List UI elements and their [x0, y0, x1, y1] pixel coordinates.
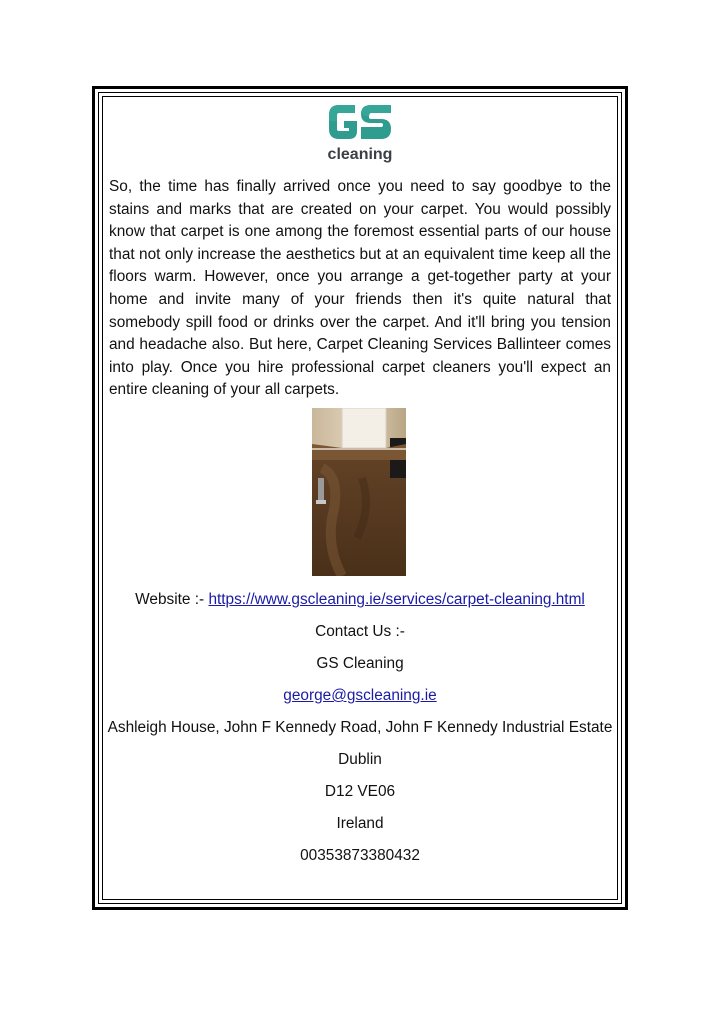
contact-heading: Contact Us :-	[315, 623, 405, 640]
carpet-photo-illustration	[312, 408, 406, 576]
address-line: Ashleigh House, John F Kennedy Road, John F Kennedy Industrial Estate	[107, 719, 613, 736]
country: Ireland	[336, 815, 384, 832]
website-line	[97, 590, 623, 610]
carpet-photo	[312, 408, 406, 576]
website-label: Website :-	[135, 591, 209, 608]
phone-number: 00353873380432	[300, 847, 420, 864]
gs-cleaning-logo	[325, 99, 395, 165]
logo-wordmark: cleaning	[327, 146, 393, 163]
body-paragraph: So, the time has finally arrived once you need to say goodbye to the stains and marks that are created on your carpet. You would possibly know that carpet is one among the foremost essential parts of our house that not only increase the aesthetics but at an equivalent time keep all the floors warm. However, once you arrange a get-together party at your home and invite many of your friends then it's quite natural that somebody spill food or drinks over the carpet. And it'll bring you tension and headache also. But here, Carpet Cleaning Services Ballinteer comes into play. Once you hire professional carpet cleaners you'll expect an entire cleaning of your all carpets.	[109, 178, 611, 399]
website-link[interactable]: https://www.gscleaning.ie/services/carpet-cleaning.html	[208, 591, 585, 608]
logo-mark	[325, 99, 395, 165]
company-name: GS Cleaning	[316, 655, 404, 672]
email-line	[97, 686, 623, 706]
postcode: D12 VE06	[324, 783, 396, 800]
email-link[interactable]: george@gscleaning.ie	[283, 687, 437, 704]
city: Dublin	[338, 751, 382, 768]
